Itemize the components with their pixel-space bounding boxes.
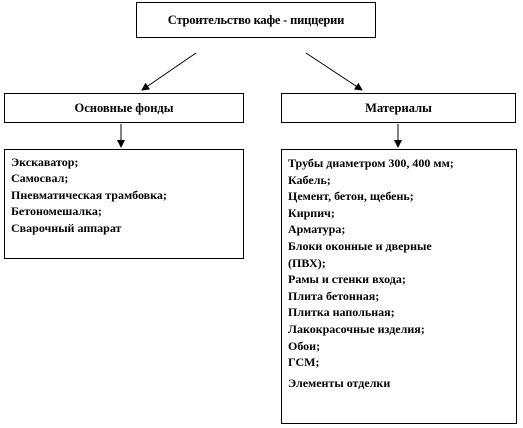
arrow-title-to-right	[306, 53, 362, 90]
list-item: Кирпич;	[288, 205, 335, 220]
right-branch-list	[281, 149, 517, 424]
left-branch-list	[4, 149, 244, 259]
left-branch-label: Основные фонды	[74, 100, 174, 115]
list-item: Арматура;	[288, 222, 346, 237]
list-item: Бетономешалка;	[11, 204, 102, 219]
diagram-title	[136, 2, 376, 38]
list-item: Экскаватор;	[11, 155, 79, 169]
list-item: Рамы и стенки входа;	[288, 272, 406, 287]
right-branch-label: Материалы	[365, 100, 432, 115]
list-item: Кабель;	[288, 172, 331, 187]
list-item: Элементы отделки	[288, 375, 391, 390]
list-item: Цемент, бетон, щебень;	[288, 189, 414, 204]
arrow-title-to-left	[142, 53, 196, 90]
list-item: ГСМ;	[288, 355, 320, 370]
right-branch-header	[281, 93, 516, 123]
list-item: Плита бетонная;	[288, 288, 380, 303]
list-item: (ПВХ);	[288, 255, 326, 270]
list-item: Плитка напольная;	[288, 305, 395, 320]
diagram-title-text: Строительство кафе - пиццерии	[167, 12, 345, 27]
list-item: Блоки оконные и дверные	[288, 238, 432, 253]
list-item: Пневматическая трамбовка;	[11, 187, 167, 202]
list-item: Трубы диаметром 300, 400 мм;	[288, 156, 454, 170]
list-item: Самосвал;	[11, 171, 69, 186]
list-item: Сварочный аппарат	[11, 220, 122, 235]
left-branch-header	[4, 93, 244, 123]
list-item: Лакокрасочные изделия;	[288, 321, 425, 336]
list-item: Обои;	[288, 338, 321, 353]
